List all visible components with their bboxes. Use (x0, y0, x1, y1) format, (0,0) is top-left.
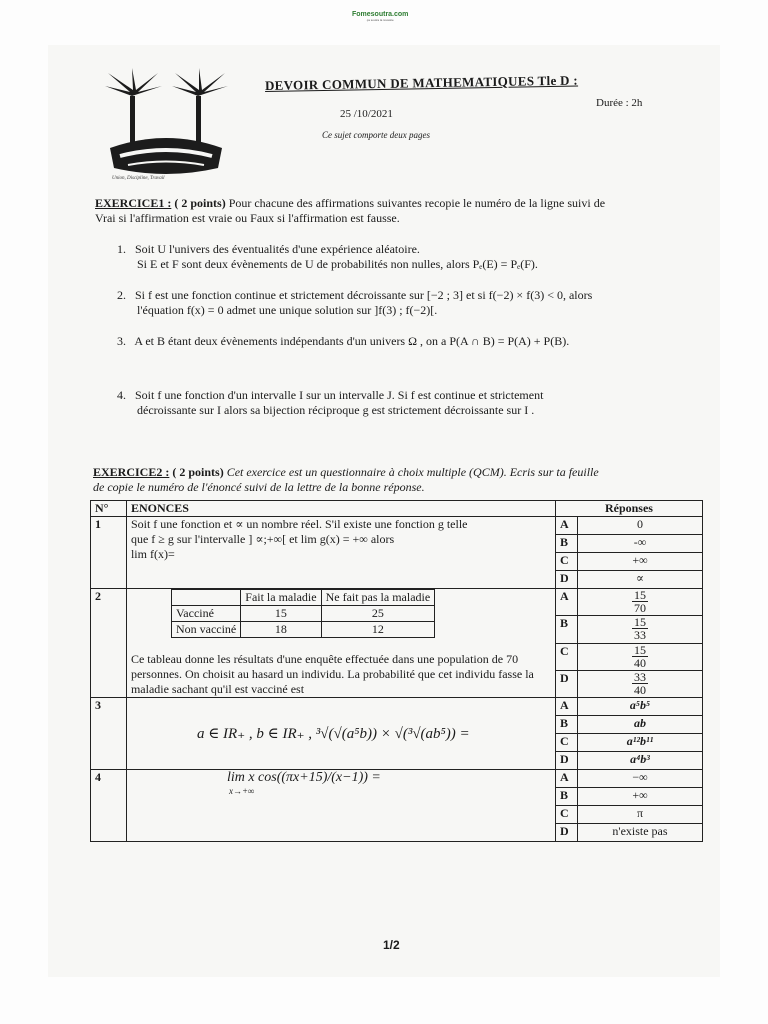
q1-statement (126, 517, 555, 589)
fraction-numerator: 15 (633, 588, 646, 602)
q3-option-letter: D (555, 752, 577, 770)
item-text-2: Si E et F sont deux évènements de U de probabilités non nulles, alors Pₑ(E) = Pₑ(F). (137, 257, 538, 271)
q1-text-1: Soit f une fonction et ∝ un nombre réel. S'il existe une fonction g telle (130, 517, 468, 531)
q3-option-letter: B (555, 716, 577, 734)
exercise1-heading: EXERCICE1 : (95, 196, 172, 210)
exercise1-instruction: Pour chacune des affirmations suivantes recopie le numéro de la ligne suivi de (228, 196, 606, 210)
q1-option-value: +∞ (577, 553, 702, 571)
school-emblem-logo (100, 68, 232, 184)
survey-cell: 15 (241, 606, 321, 622)
watermark-tagline: ça soutra la réussite (366, 18, 394, 22)
item-number: 4. (117, 388, 126, 402)
q2-option-letter: A (555, 589, 577, 616)
q4-option-letter: D (555, 824, 577, 842)
q1-option-value: 0 (577, 517, 702, 535)
q1-option-letter: C (555, 553, 577, 571)
survey-cell: 25 (321, 606, 435, 622)
q2-option-value (577, 616, 702, 643)
q3-option-value: a⁴b³ (577, 752, 702, 770)
exercise1-instruction-2: Vrai si l'affirmation est vraie ou Faux si l'affirmation est fausse. (95, 211, 400, 225)
pages-note: Ce sujet comporte deux pages (322, 130, 430, 140)
item-text-2: décroissante sur I alors sa bijection réciproque g est strictement décroissante sur I . (137, 403, 535, 417)
q1-option-value: -∞ (577, 535, 702, 553)
exercise2-points: ( 2 points) (172, 465, 224, 479)
exam-date: 25 /10/2021 (340, 108, 393, 120)
q3-option-value: ab (577, 716, 702, 734)
fraction-denominator: 33 (633, 628, 646, 643)
q2-option-value (577, 589, 702, 616)
q4-option-value: +∞ (577, 788, 702, 806)
q1-number: 1 (91, 517, 127, 589)
watermark-site: Fomesoutra.com (352, 11, 409, 18)
q2-statement (126, 589, 555, 698)
q1-option-letter: D (555, 571, 577, 589)
q4-row (91, 770, 703, 788)
exercise1-item-1 (117, 242, 707, 272)
q4-number: 4 (91, 770, 127, 842)
exercise1-item-4 (117, 388, 717, 418)
item-text: Soit f une fonction d'un intervalle I sur un intervalle J. Si f est continue et strictement (135, 388, 544, 402)
exercise2-instruction: Cet exercice est un questionnaire à choix multiple (QCM). Ecris sur ta feuille (226, 465, 599, 479)
survey-col-not-sick: Ne fait pas la maladie (321, 590, 435, 606)
q3-option-value: a¹²b¹¹ (577, 734, 702, 752)
q3-row (91, 698, 703, 716)
survey-cell: 12 (321, 622, 435, 638)
q3-option-letter: C (555, 734, 577, 752)
q1-text-3: lim f(x)= (130, 547, 175, 561)
col-number-header: N° (91, 501, 127, 517)
q1-text-2: que f ≥ g sur l'intervalle ] ∝;+∞[ et lim g(x) = +∞ alors (130, 532, 395, 546)
fraction-numerator: 15 (633, 642, 646, 657)
q4-option-value: −∞ (577, 770, 702, 788)
q1-option-value: ∝ (577, 571, 702, 589)
q4-option-value: n'existe pas (577, 824, 702, 842)
item-number: 3. (117, 334, 126, 348)
survey-row-label: Vacciné (171, 606, 240, 622)
q1-option-letter: A (555, 517, 577, 535)
q4-option-letter: A (555, 770, 577, 788)
q1-option-letter: B (555, 535, 577, 553)
q3-option-letter: A (555, 698, 577, 716)
q2-row (91, 589, 703, 616)
exam-duration: Durée : 2h (596, 97, 643, 109)
q2-option-letter: B (555, 616, 577, 643)
exercise1-item-3 (117, 334, 717, 349)
survey-cell: 18 (241, 622, 321, 638)
col-statements-header: ENONCES (126, 501, 555, 517)
q3-number: 3 (91, 698, 127, 770)
q4-option-letter: B (555, 788, 577, 806)
qcm-table (90, 500, 703, 842)
q2-option-letter: D (555, 670, 577, 697)
q3-expression: a ∈ IR₊ , b ∈ IR₊ , ³√(√(a⁵b)) × √(³√(ab⁵)) = (126, 698, 555, 770)
item-text: Soit U l'univers des éventualités d'une expérience aléatoire. (135, 242, 420, 256)
page-number: 1/2 (383, 938, 400, 952)
survey-row-label: Non vacciné (171, 622, 240, 638)
q2-option-value (577, 670, 702, 697)
q3-option-value: a⁵b⁵ (577, 698, 702, 716)
exam-title: DEVOIR COMMUN DE MATHEMATIQUES Tle D : (264, 72, 579, 93)
fraction-denominator: 40 (633, 682, 646, 697)
emblem-motto: Union, Discipline, Travail (112, 176, 165, 181)
q4-statement (126, 770, 555, 842)
fraction-numerator: 15 (633, 615, 646, 630)
site-watermark (352, 11, 408, 22)
item-text: A et B étant deux évènements indépendants d'un univers Ω , on a P(A ∩ B) = P(A) + P(B). (134, 334, 570, 348)
survey-col-sick: Fait la maladie (241, 590, 321, 606)
item-text-2: l'équation f(x) = 0 admet une unique solution sur ]f(3) ; f(−2)[. (137, 303, 438, 317)
item-number: 2. (117, 288, 126, 302)
exercise1-item-2 (117, 288, 717, 318)
exercise2-instruction-2: de copie le numéro de l'énoncé suivi de la lettre de la bonne réponse. (93, 480, 425, 494)
q2-text: Ce tableau donne les résultats d'une enquête effectuée dans une population de 70 personnes. On choisit au hasard un individu. La probabilité que cet individu fasse la maladie sachant qu'il est vacciné est (130, 652, 534, 696)
exercise1-intro (95, 196, 710, 226)
fraction-denominator: 70 (633, 601, 646, 615)
fraction-numerator: 33 (633, 669, 646, 684)
survey-corner (171, 590, 240, 606)
exercise2-intro (93, 465, 708, 495)
fraction-denominator: 40 (633, 655, 646, 670)
qcm-header-row (91, 501, 703, 517)
exercise2-heading: EXERCICE2 : (93, 465, 170, 479)
q4-limit-subscript: x→+∞ (228, 786, 255, 796)
exercise1-points: ( 2 points) (174, 196, 226, 210)
q4-option-letter: C (555, 806, 577, 824)
item-text: Si f est une fonction continue et strictement décroissante sur [−2 ; 3] et si f(−2) × f(3) < 0, alors (135, 288, 593, 302)
q2-number: 2 (91, 589, 127, 698)
q2-option-value (577, 643, 702, 670)
q4-option-value: π (577, 806, 702, 824)
col-answers-header: Réponses (555, 501, 702, 517)
item-number: 1. (117, 242, 126, 256)
q2-survey-table (171, 589, 435, 638)
q2-option-letter: C (555, 643, 577, 670)
q4-expression: lim x cos((πx+15)/(x−1)) = (226, 770, 381, 785)
q1-row (91, 517, 703, 535)
